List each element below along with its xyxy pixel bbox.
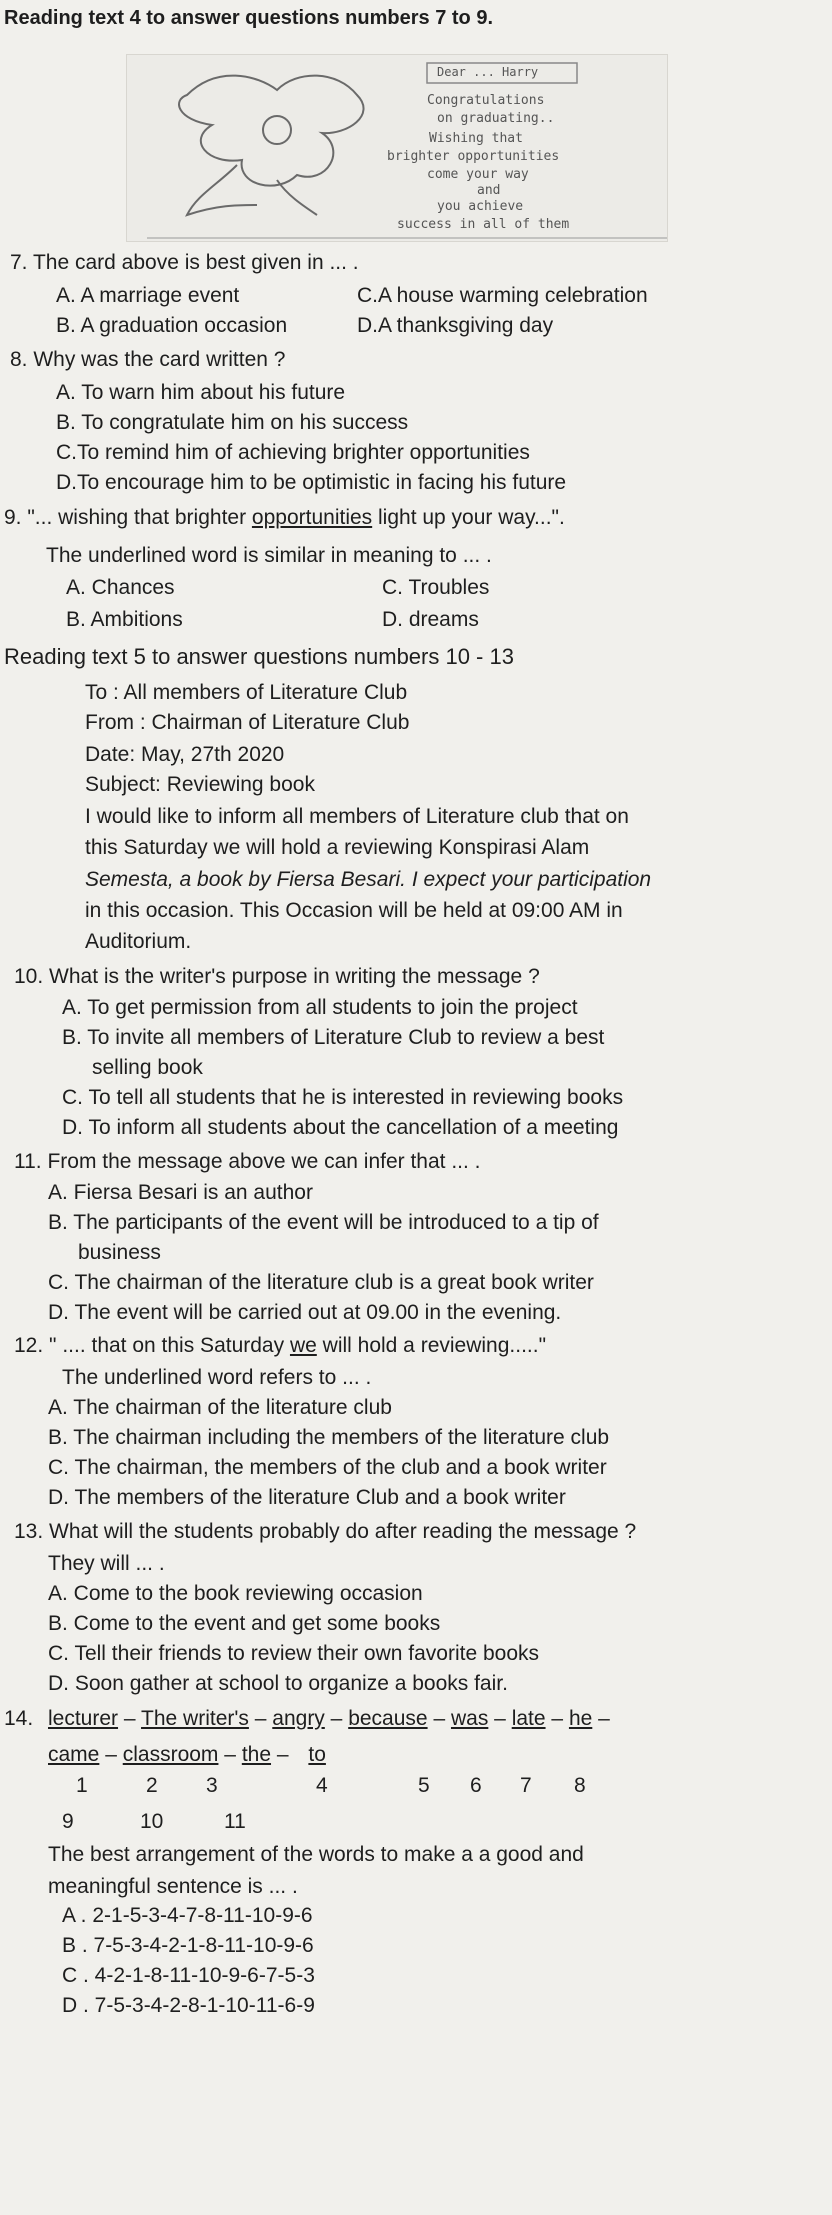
q14-word: lecturer: [48, 1707, 119, 1730]
q14-word-number: 11: [224, 1810, 246, 1833]
q8-option-a: A. To warn him about his future: [56, 381, 346, 404]
q12-stem-pre: 12. " .... that on this Saturday: [14, 1334, 290, 1357]
q12-option-b: B. The chairman including the members of the literature club: [48, 1426, 610, 1449]
q14-word: to: [308, 1743, 326, 1766]
q11-stem: 11. From the message above we can infer that ... .: [14, 1150, 481, 1173]
q14-word: The writer's: [141, 1707, 249, 1730]
card-line: Wishing that: [429, 131, 523, 146]
memo-body-line: Semesta, a book by Fiersa Besari. I expect your participation: [85, 868, 652, 891]
q11-option-d: D. The event will be carried out at 09.00 in the evening.: [48, 1301, 562, 1324]
q12-stem: [14, 1334, 546, 1358]
q9-option-c: C. Troubles: [382, 576, 490, 599]
q9-underlined-word: opportunities: [251, 506, 373, 529]
q14-word-number: 8: [574, 1774, 586, 1797]
memo-to: To : All members of Literature Club: [85, 681, 408, 704]
card-line: brighter opportunities: [387, 149, 560, 164]
q13-option-d: D. Soon gather at school to organize a books fair.: [48, 1672, 508, 1695]
q8-option-b: B. To congratulate him on his success: [56, 411, 409, 434]
q14-word: classroom: [122, 1743, 219, 1766]
q14-subquestion: The best arrangement of the words to make a a good and: [48, 1843, 584, 1866]
q14-word: late: [511, 1707, 546, 1730]
q10-stem: 10. What is the writer's purpose in writing the message ?: [14, 965, 540, 988]
q14-number: 14.: [4, 1707, 34, 1730]
q9-subquestion: The underlined word is similar in meaning to ... .: [46, 544, 492, 567]
q10-option-c: C. To tell all students that he is interested in reviewing books: [62, 1086, 624, 1109]
card-line: you achieve: [437, 199, 524, 214]
q14-word-line-1: [48, 1707, 610, 1731]
card-line: and: [477, 183, 501, 198]
section-header-2: Reading text 5 to answer questions numbers 10 - 13: [4, 644, 514, 669]
q11-option-a: A. Fiersa Besari is an author: [48, 1181, 313, 1204]
q14-option-c: C . 4-2-1-8-11-10-9-6-7-5-3: [62, 1964, 315, 1987]
q14-dash: –: [330, 1707, 343, 1730]
q14-dash: –: [254, 1707, 267, 1730]
memo-date: Date: May, 27th 2020: [85, 743, 285, 766]
q12-option-c: C. The chairman, the members of the club and a book writer: [48, 1456, 607, 1479]
q10-option-b: B. To invite all members of Literature Club to review a best: [62, 1026, 605, 1049]
q9-stem-post: light up your way...".: [372, 506, 565, 529]
card-dear-line: Dear ... Harry: [437, 65, 539, 79]
q14-word: angry: [272, 1707, 325, 1730]
card-line: Congratulations: [427, 93, 545, 108]
q14-word: the: [241, 1743, 272, 1766]
q14-word-number: 9: [62, 1810, 74, 1833]
q14-word-number: 6: [470, 1774, 482, 1797]
q14-word-number: 1: [76, 1774, 88, 1797]
memo-from: From : Chairman of Literature Club: [85, 711, 410, 734]
card-line: on graduating..: [437, 111, 555, 126]
q11-option-b-cont: business: [78, 1241, 161, 1264]
q11-option-b: B. The participants of the event will be introduced to a tip of: [48, 1211, 599, 1234]
q14-word-line-2: [48, 1743, 326, 1767]
q12-underlined-word: we: [289, 1334, 317, 1357]
q14-subquestion-cont: meaningful sentence is ... .: [48, 1875, 298, 1898]
q14-word: was: [450, 1707, 489, 1730]
q13-option-a: A. Come to the book reviewing occasion: [48, 1582, 423, 1605]
q12-stem-post: will hold a reviewing.....": [316, 1334, 547, 1357]
q14-dash: –: [598, 1707, 610, 1730]
q13-option-c: C. Tell their friends to review their own favorite books: [48, 1642, 539, 1665]
q14-word-number: 3: [206, 1774, 218, 1797]
q7-option-a: A. A marriage event: [56, 284, 240, 307]
q10-option-b-cont: selling book: [92, 1056, 203, 1079]
q9-option-a: A. Chances: [66, 576, 175, 599]
q14-word-number: 5: [418, 1774, 430, 1797]
q14-dash: –: [433, 1707, 446, 1730]
q14-dash: –: [276, 1743, 289, 1766]
q14-option-a: A . 2-1-5-3-4-7-8-11-10-9-6: [62, 1904, 313, 1927]
q7-option-d: D.A thanksgiving day: [357, 314, 554, 337]
q14-dash: –: [494, 1707, 506, 1730]
q8-option-d: D.To encourage him to be optimistic in facing his future: [56, 471, 567, 494]
q12-option-d: D. The members of the literature Club and a book writer: [48, 1486, 566, 1509]
section-header: Reading text 4 to answer questions numbers 7 to 9.: [4, 7, 493, 29]
q7-option-b: B. A graduation occasion: [56, 314, 288, 337]
q14-option-b: B . 7-5-3-4-2-1-8-11-10-9-6: [62, 1934, 314, 1957]
q14-dash: –: [105, 1743, 117, 1766]
q10-option-d: D. To inform all students about the cancellation of a meeting: [62, 1116, 619, 1139]
greeting-card-image: [126, 54, 668, 242]
card-line: success in all of them: [397, 217, 570, 232]
q9-stem: [4, 506, 565, 530]
q14-word: came: [48, 1743, 100, 1766]
q14-word: he: [568, 1707, 593, 1730]
q14-dash: –: [551, 1707, 564, 1730]
q8-option-c: C.To remind him of achieving brighter opportunities: [56, 441, 530, 464]
q14-word-number: 10: [140, 1810, 164, 1833]
q14-word-number: 4: [316, 1774, 328, 1797]
q14-dash: –: [224, 1743, 236, 1766]
memo-body-line: Auditorium.: [85, 930, 192, 953]
q9-option-d: D. dreams: [382, 608, 479, 631]
q12-option-a: A. The chairman of the literature club: [48, 1396, 392, 1419]
q12-subquestion: The underlined word refers to ... .: [62, 1366, 372, 1389]
q9-option-b: B. Ambitions: [66, 608, 183, 631]
memo-body-line: I would like to inform all members of Literature club that on: [85, 805, 629, 828]
card-line: come your way: [427, 167, 529, 182]
memo-subject: Subject: Reviewing book: [85, 773, 315, 796]
q14-word-number: 2: [146, 1774, 158, 1797]
q10-option-a: A. To get permission from all students to join the project: [62, 996, 578, 1019]
q8-stem: 8. Why was the card written ?: [10, 348, 286, 371]
q14-option-d: D . 7-5-3-4-2-8-1-10-11-6-9: [62, 1994, 315, 2017]
flower-doodle-icon: [127, 55, 667, 241]
q14-word: because: [348, 1707, 428, 1730]
q14-dash: –: [123, 1707, 136, 1730]
q13-subquestion: They will ... .: [48, 1552, 165, 1575]
q13-option-b: B. Come to the event and get some books: [48, 1612, 441, 1635]
q14-word-number: 7: [520, 1774, 532, 1797]
q13-stem: 13. What will the students probably do after reading the message ?: [14, 1520, 637, 1543]
q9-stem-pre: 9. "... wishing that brighter: [4, 506, 252, 529]
q7-option-c: C.A house warming celebration: [357, 284, 648, 307]
memo-body-line: this Saturday we will hold a reviewing Konspirasi Alam: [85, 836, 590, 859]
q7-stem: 7. The card above is best given in ... .: [10, 251, 359, 274]
memo-body-line: in this occasion. This Occasion will be held at 09:00 AM in: [85, 899, 623, 922]
q11-option-c: C. The chairman of the literature club is a great book writer: [48, 1271, 594, 1294]
